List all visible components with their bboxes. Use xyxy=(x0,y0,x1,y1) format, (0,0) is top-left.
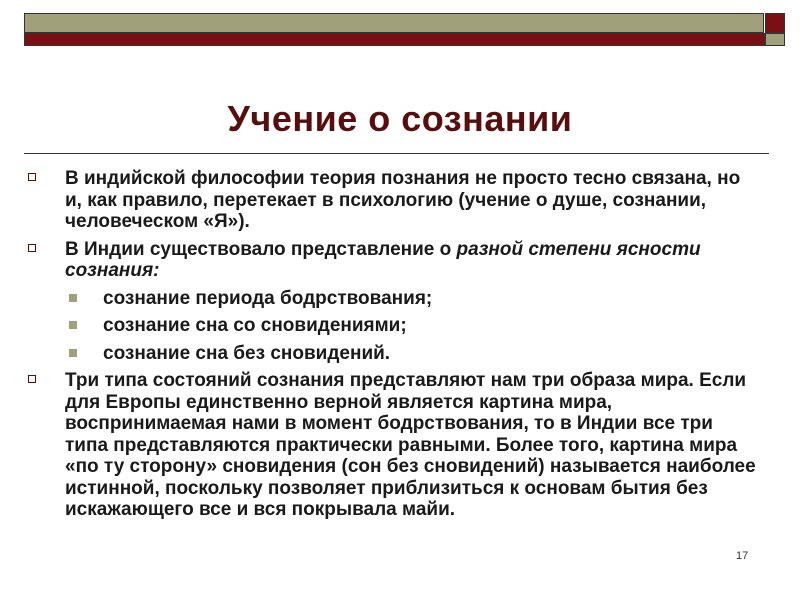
bullet-text: Три типа состояний сознания представляют нам три образа мира. Если для Европы единственно верной является картина мира, воспринимаемая нами в момент бодрствования, то в Индии все три типа представляются практически равными. Более того, картина мира «по ту сторону» сновидения (сон без сновидений) называется наиболее истинной, поскольку позволяет приблизиться к основам бытия без искажающего все и вся покрывала майи. xyxy=(65,370,756,520)
bullet-item xyxy=(28,370,758,521)
bullet-text: В Индии существовало представление о xyxy=(65,238,457,260)
sub-bullet-text: сознание сна без сновидений. xyxy=(103,342,391,364)
filled-square-bullet-icon xyxy=(69,294,77,302)
square-bullet-icon xyxy=(28,244,36,252)
bullet-text-italic: разной степени ясности сознания: xyxy=(65,238,701,281)
header-banner-maroon xyxy=(24,33,765,46)
slide-content xyxy=(28,168,758,527)
title-divider xyxy=(24,153,769,154)
filled-square-bullet-icon xyxy=(69,321,77,329)
bullet-item xyxy=(28,168,758,233)
header-banner-olive xyxy=(24,13,764,33)
sub-bullet-text: сознание сна со сновидениями; xyxy=(103,315,407,336)
bullet-item xyxy=(28,239,758,282)
slide-title: Учение о сознании xyxy=(227,98,573,139)
bullet-text: В индийской философии теория познания не просто тесно связана, но и, как правило, перетекает в психологию (учение о душе, сознании, человеческом «Я»). xyxy=(65,168,741,232)
header-corner-olive xyxy=(765,33,785,46)
sub-bullet-text: сознание периода бодрствования; xyxy=(103,287,433,309)
filled-square-bullet-icon xyxy=(69,349,77,357)
sub-bullet-item xyxy=(28,315,758,337)
square-bullet-icon xyxy=(28,173,36,181)
header-corner-maroon xyxy=(765,13,785,33)
sub-bullet-item xyxy=(28,343,758,365)
sub-bullet-item xyxy=(28,288,758,310)
square-bullet-icon xyxy=(28,375,36,383)
page-number: 17 xyxy=(736,550,749,562)
